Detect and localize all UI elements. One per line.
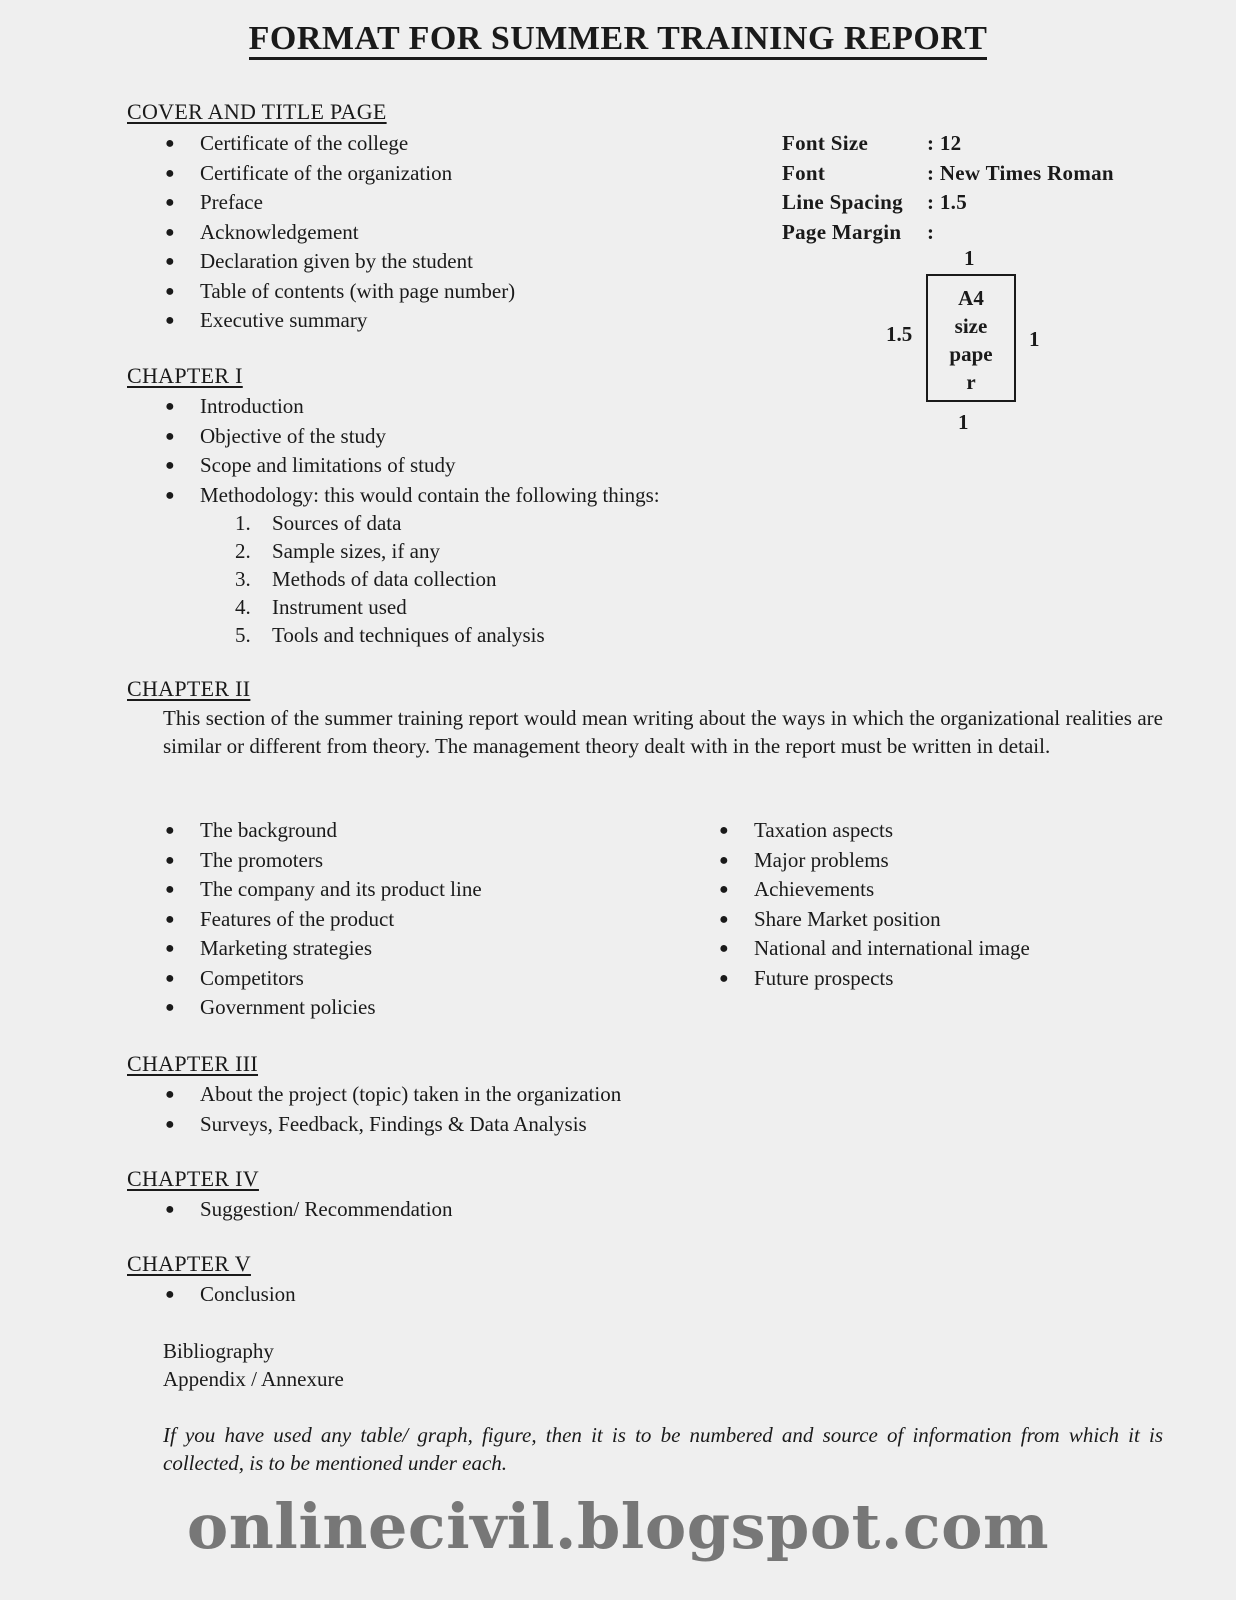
bullet-icon: ● [165, 486, 175, 504]
bullet-icon: ● [165, 910, 175, 928]
list-item [165, 993, 482, 1023]
bullet-icon: ● [719, 969, 729, 987]
list-item-text: Achievements [754, 877, 875, 901]
list-item [165, 964, 482, 994]
list-item-text: Declaration given by the student [200, 249, 473, 273]
list-item-text: Table of contents (with page number) [200, 278, 516, 303]
list-item-text: National and international image [754, 936, 1030, 960]
list-item [165, 129, 515, 159]
list-item-text: The background [200, 818, 338, 842]
page-title: FORMAT FOR SUMMER TRAINING REPORT [0, 20, 1236, 58]
methodology-item [235, 621, 545, 649]
watermark: onlinecivil.blogspot.com [186, 1490, 1050, 1563]
list-item [165, 1110, 621, 1140]
list-item-text: Introduction [200, 394, 304, 418]
list-item [165, 277, 515, 307]
section-heading-cover: COVER AND TITLE PAGE [127, 99, 387, 124]
bullet-icon: ● [165, 999, 175, 1016]
list-item-text: Future prospects [754, 965, 894, 990]
list-item-text: Preface [200, 190, 263, 214]
spec-line-spacing: Line Spacing : 1.5 [782, 190, 967, 214]
list-item-text: Suggestion/ Recommendation [200, 1197, 453, 1221]
item-text: Tools and techniques of analysis [272, 623, 545, 647]
bullet-icon: ● [165, 1201, 175, 1218]
bullet-icon: ● [165, 851, 175, 869]
list-item [165, 306, 515, 336]
chapter-2-left-list [165, 816, 482, 1023]
item-text: Sources of data [272, 511, 402, 535]
bullet-icon: ● [165, 1115, 175, 1133]
methodology-item [235, 537, 545, 565]
list-item-text: Certificate of the college [200, 131, 409, 155]
item-number: 5. [235, 623, 251, 647]
item-number: 4. [235, 595, 251, 619]
list-item-text: Share Market position [754, 906, 941, 931]
list-item-text: Competitors [200, 965, 304, 990]
chapter-3-list [165, 1080, 621, 1139]
list-item [165, 218, 515, 248]
bullet-icon: ● [165, 194, 175, 211]
section-heading-chapter-2: CHAPTER II [127, 676, 251, 701]
list-item-text: Surveys, Feedback, Findings & Data Analysis [200, 1111, 587, 1136]
list-item-text: Marketing strategies [200, 936, 373, 960]
list-item-text: Conclusion [200, 1282, 296, 1306]
list-item-text: Government policies [200, 995, 376, 1019]
list-item [165, 1080, 621, 1110]
methodology-item [235, 509, 545, 537]
list-item-text: The company and its product line [200, 877, 482, 901]
bullet-icon: ● [165, 398, 175, 415]
list-item [165, 875, 482, 905]
list-item [165, 392, 660, 422]
bibliography-label: Bibliography [163, 1339, 274, 1363]
item-text: Sample sizes, if any [272, 539, 440, 563]
list-item-text: Executive summary [200, 308, 368, 332]
bullet-icon: ● [165, 1086, 175, 1103]
methodology-list [235, 509, 545, 649]
section-heading-chapter-3: CHAPTER III [127, 1051, 259, 1076]
a4-paper-diagram: A4 size pape r [926, 274, 1016, 402]
bullet-icon: ● [165, 223, 175, 241]
list-item [719, 964, 1030, 994]
list-item [719, 875, 1030, 905]
list-item-text: Taxation aspects [754, 818, 894, 842]
list-item-text: About the project (topic) taken in the organization [200, 1082, 622, 1106]
item-number: 1. [235, 511, 251, 535]
list-item [165, 934, 482, 964]
list-item [165, 422, 660, 452]
bullet-icon: ● [165, 969, 175, 987]
figure-note: If you have used any table/ graph, figure, then it is to be numbered and source of information from which it is collected, is to be mentioned under each. [163, 1423, 1163, 1475]
item-text: Methods of data collection [272, 567, 497, 591]
list-item [165, 1280, 296, 1310]
section-heading-chapter-4: CHAPTER IV [127, 1166, 259, 1191]
spec-font-size: Font Size : 12 [782, 131, 962, 155]
methodology-item [235, 565, 545, 593]
list-item [165, 481, 660, 511]
list-item-text: Methodology: this would contain the following things: [200, 482, 660, 507]
section-heading-chapter-5: CHAPTER V [127, 1251, 251, 1276]
bullet-icon: ● [719, 851, 729, 869]
appendix-label: Appendix / Annexure [163, 1367, 344, 1391]
list-item [165, 188, 515, 218]
chapter-2-paragraph: This section of the summer training report would mean writing about the ways in which the organizational realities are similar or different from theory. The management theory dealt with in the report must be written in detail. [163, 706, 1163, 758]
methodology-item [235, 593, 545, 621]
margin-bottom-label: 1 [958, 410, 969, 434]
list-item [719, 934, 1030, 964]
margin-right-label: 1 [1029, 327, 1040, 351]
item-text: Instrument used [272, 595, 407, 619]
chapter-5-list [165, 1280, 296, 1310]
section-heading-chapter-1: CHAPTER I [127, 363, 243, 388]
bullet-icon: ● [165, 164, 175, 182]
chapter-4-list [165, 1195, 453, 1225]
list-item [165, 816, 482, 846]
list-item [165, 159, 515, 189]
list-item-text: Scope and limitations of study [200, 453, 456, 477]
list-item [719, 816, 1030, 846]
item-number: 3. [235, 567, 251, 591]
list-item [165, 846, 482, 876]
chapter-2-right-list [719, 816, 1030, 993]
bullet-icon: ● [165, 822, 175, 839]
list-item [719, 905, 1030, 935]
list-item-text: Major problems [754, 847, 889, 872]
chapter-1-list [165, 392, 660, 510]
bullet-icon: ● [719, 822, 729, 839]
bullet-icon: ● [165, 312, 175, 329]
bullet-icon: ● [165, 282, 175, 300]
margin-left-label: 1.5 [886, 322, 913, 346]
spec-page-margin: Page Margin : [782, 219, 935, 244]
bullet-icon: ● [165, 1286, 175, 1303]
bullet-icon: ● [165, 427, 175, 445]
list-item-text: Acknowledgement [200, 219, 359, 244]
cover-list [165, 129, 515, 336]
margin-top-label: 1 [964, 246, 975, 270]
list-item-text: Features of the product [200, 906, 395, 931]
bullet-icon: ● [165, 457, 175, 474]
bullet-icon: ● [719, 910, 729, 928]
format-specs [782, 129, 1114, 247]
list-item [165, 247, 515, 277]
list-item [165, 451, 660, 481]
bullet-icon: ● [165, 253, 175, 270]
item-number: 2. [235, 539, 251, 563]
list-item [165, 905, 482, 935]
list-item-text: The promoters [200, 847, 324, 872]
bullet-icon: ● [165, 135, 175, 152]
bullet-icon: ● [165, 881, 175, 898]
list-item [719, 846, 1030, 876]
bullet-icon: ● [719, 940, 729, 957]
list-item-text: Certificate of the organization [200, 160, 453, 185]
bullet-icon: ● [165, 940, 175, 957]
list-item-text: Objective of the study [200, 423, 387, 448]
spec-font: Font : New Times Roman [782, 160, 1114, 185]
list-item [165, 1195, 453, 1225]
bullet-icon: ● [719, 881, 729, 898]
